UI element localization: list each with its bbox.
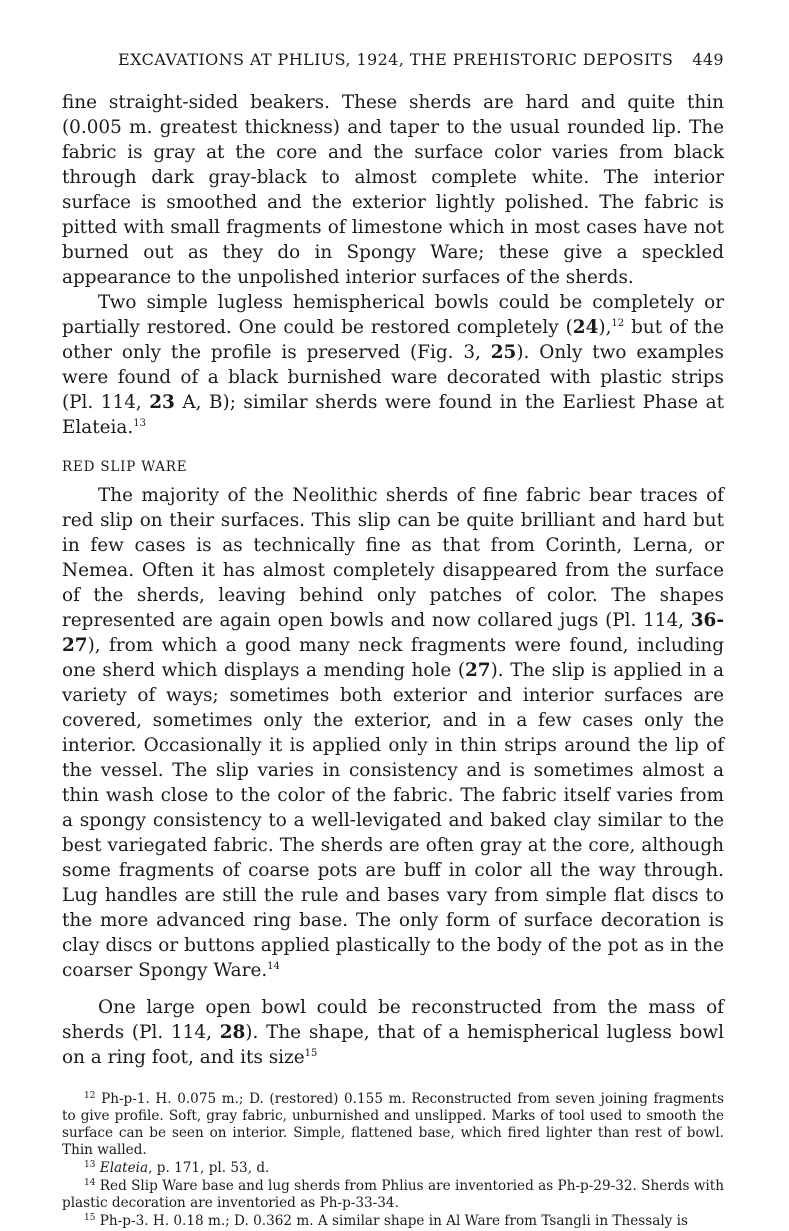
page-number: 449 [692, 50, 724, 69]
footnote-13: $^{13}$ Elateia, p. 171, pl. 53, d. [84, 1160, 270, 1176]
footnotes [62, 1091, 724, 1230]
footnote-ref: 13 [133, 418, 146, 429]
footnote-12: $^{12}$ Ph-p-1. H. 0.075 m.; D. (restored) 0.155 m. Reconstructed from seven joining fragments to give profile. Soft, gray fabric, unburnished and unslipped. Marks of tool used to smooth the surface can be seen on interior. Simple, flattened base, which fired lighter than rest of bowl. Thin walled. [62, 1091, 724, 1158]
bold-ref: 27 [465, 660, 491, 681]
paragraph-4: One large open bowl could be reconstructed from the mass of sherds (Pl. 114, 28). The shape, that of a hemispherical lugless bowl on a ring foot, and its size$^{15}$ [62, 997, 724, 1068]
footnote-ref: 12 [611, 318, 625, 329]
footnote-ref: 15 [304, 1048, 318, 1059]
footnote-15: $^{15}$ Ph-p-3. H. 0.18 m.; D. 0.362 m. A similar shape in Al Ware from Tsangli in Thessaly is [84, 1213, 689, 1229]
paragraph-1: fine straight-sided beakers. These sherds are hard and quite thin (0.005 m. greatest thickness) and taper to the usual rounded lip. The fabric is gray at the core and the surface color varies from black through dark gray-black to almost complete white. The interior surface is smoothed and the exterior lightly polished. The fabric is pitted with small fragments of limestone which in most cases have not burned out as they do in Spongy Ware; these give a speckled appearance to the unpolished interior surfaces of the sherds. [62, 92, 724, 288]
bold-ref: 36-27 [62, 610, 724, 656]
paragraph-2: Two simple lugless hemispherical bowls could be completely or partially restored. One could be restored completely (24),$^{12}$ but of the other only the profile is preserved (Fig. 3, 25). Only two examples were found of a black burnished ware decorated with plastic strips (Pl. 114, 23 A, B); similar sherds were found in the Earliest Phase at Elateia.$^{13}$ [62, 292, 724, 438]
running-header [62, 50, 724, 78]
main-text [62, 90, 724, 1070]
section-heading: RED SLIP WARE [62, 459, 188, 475]
bold-ref: 24 [572, 317, 599, 338]
footnote-ref: 14 [267, 961, 280, 972]
bold-ref: 23 [149, 392, 175, 413]
bold-ref: 25 [490, 342, 517, 363]
bold-ref: 28 [219, 1022, 246, 1043]
footnote-14: $^{14}$ Red Slip Ware base and lug sherds from Phlius are inventoried as Ph-p-29-32. Sherds with plastic decoration are inventoried as Ph-p-33-34. [62, 1178, 724, 1211]
page [62, 50, 724, 1231]
running-title: EXCAVATIONS AT PHLIUS, 1924, THE PREHISTORIC DEPOSITS [118, 50, 674, 69]
paragraph-3: The majority of the Neolithic sherds of fine fabric bear traces of red slip on their surfaces. This slip can be quite brilliant and hard but in few cases is as technically fine as that from Corinth, Lerna, or Nemea. Often it has almost completely disappeared from the surface of the sherds, leaving behind only patches of color. The shapes represented are again open bowls and now collared jugs (Pl. 114, 36-27), from which a good many neck fragments were found, including one sherd which displays a mending hole (27). The slip is applied in a variety of ways; sometimes both exterior and interior surfaces are covered, sometimes only the exterior, and in a few cases only the interior. Occasionally it is applied only in thin strips around the lip of the vessel. The slip varies in consistency and is sometimes almost a thin wash close to the color of the fabric. The fabric itself varies from a spongy consistency to a well-levigated and baked clay similar to the best variegated fabric. The sherds are often gray at the core, although some fragments of coarse pots are buff in color all the way through. Lug handles are still the rule and bases vary from simple flat discs to the more advanced ring base. The only form of surface decoration is clay discs or buttons applied plastically to the body of the pot as in the coarser Spongy Ware.$^{14}$ [62, 485, 724, 981]
